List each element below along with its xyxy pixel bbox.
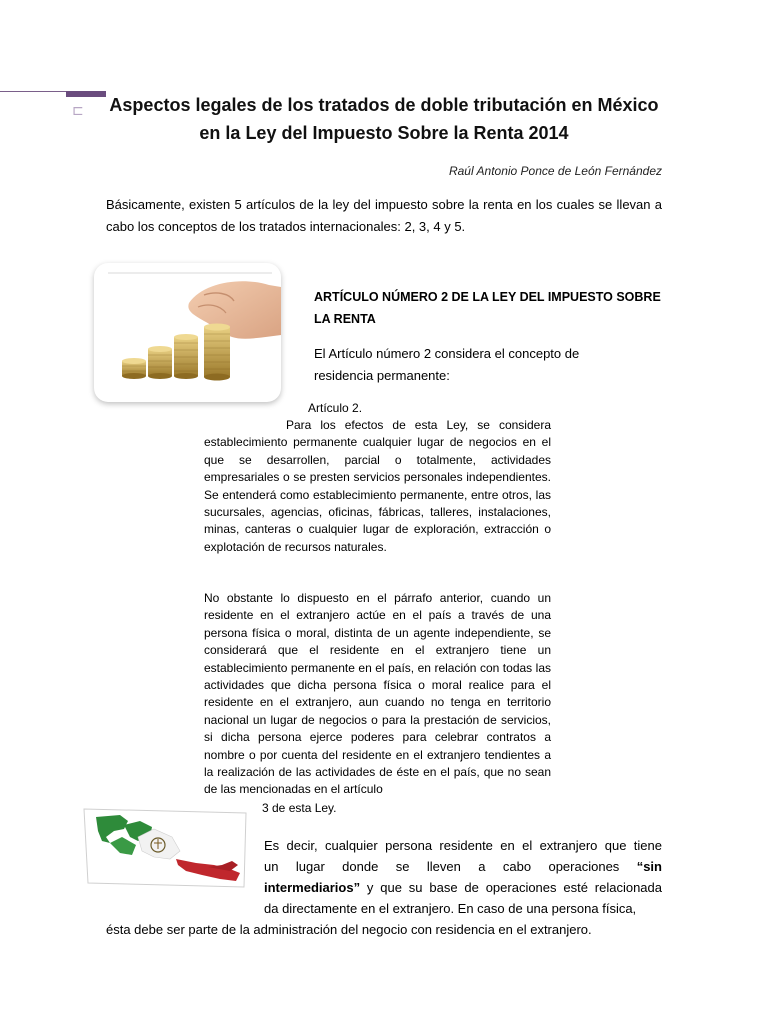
intro-line-1: Básicamente, existen 5 artículos de la ley del impuesto sobre la renta en los cuales se xyxy=(106,197,613,212)
quote-paragraph-1: Para los efectos de esta Ley, se considera establecimiento permanente cualquier lugar de negocios en el que se desarrollen, parcial o totalmente, actividades empresariales o se presten servicios personales independientes. Se entenderá como establecimiento permanente, entre otros, las sucursales, agencias, oficinas, fábricas, talleres, instalaciones, minas, canteras o cualquier lugar de exploración, extracción o explotación de recursos naturales. xyxy=(204,418,551,554)
closing-line-2-emphasis: “sin xyxy=(636,859,662,874)
closing-line-2-text: un lugar donde se lleven a cabo operaciones xyxy=(264,859,637,874)
article-heading-line-2: LA RENTA xyxy=(314,312,376,326)
article-heading xyxy=(314,286,664,330)
title-line-2: en la Ley del Impuesto Sobre la Renta 2014 xyxy=(199,123,569,143)
closing-line-2 xyxy=(264,856,662,877)
quote-paragraph-2-tail: 3 de esta Ley. xyxy=(262,801,337,815)
closing-paragraph xyxy=(106,835,662,940)
closing-line-3-text: y que su base de operaciones esté relacionada xyxy=(360,880,662,895)
closing-line-3-emphasis: intermediarios” xyxy=(264,880,361,895)
article-intro-line-1: El Artículo número 2 considera el concepto de xyxy=(314,346,580,361)
closing-line-4: da directamente en el extranjero. En caso de una persona física, xyxy=(264,901,637,916)
intro-line-2: llevan a cabo los conceptos de los tratados internacionales: 2, 3, 4 y 5. xyxy=(106,197,663,234)
intro-paragraph xyxy=(106,194,662,238)
closing-line-1: Es decir, cualquier persona residente en el extranjero que tiene xyxy=(264,838,662,853)
closing-line-5: ésta debe ser parte de la administración del negocio con residencia en el extranjero. xyxy=(106,922,592,937)
coins-stacks-icon xyxy=(94,263,281,402)
author-byline: Raúl Antonio Ponce de León Fernández xyxy=(448,164,662,178)
page-title xyxy=(100,91,668,147)
article-intro xyxy=(314,343,644,387)
quote-paragraph-2: No obstante lo dispuesto en el párrafo anterior, cuando un residente en el extranjero actúe en el país a través de una persona física o moral, distinta de un agente independiente, se considerará que el residente en el extranjero tiene un establecimiento permanente en el país, en relación con todas las actividades que dicha persona física o moral realice para el residente en el extranjero, aun cuando no tenga en territorio nacional un lugar de negocios o para la prestación de servicios, si dicha persona ejerce poderes para celebrar contratos a nombre o por cuenta del residente en el extranjero tendientes a la realización de las actividades de éste en el país, que no sean de las mencionadas en el artículo xyxy=(204,591,551,797)
article-heading-line-1: ARTÍCULO NÚMERO 2 DE LA LEY DEL IMPUESTO SOBRE xyxy=(314,290,661,304)
closing-line-3 xyxy=(264,877,662,898)
title-line-1: Aspectos legales de los tratados de doble tributación en México xyxy=(109,95,659,115)
article-intro-line-2: residencia permanente: xyxy=(314,368,450,383)
quote-title: Artículo 2. xyxy=(308,401,363,415)
page-corner-icon: ⊏ xyxy=(72,103,84,119)
coins-photo xyxy=(94,263,281,402)
